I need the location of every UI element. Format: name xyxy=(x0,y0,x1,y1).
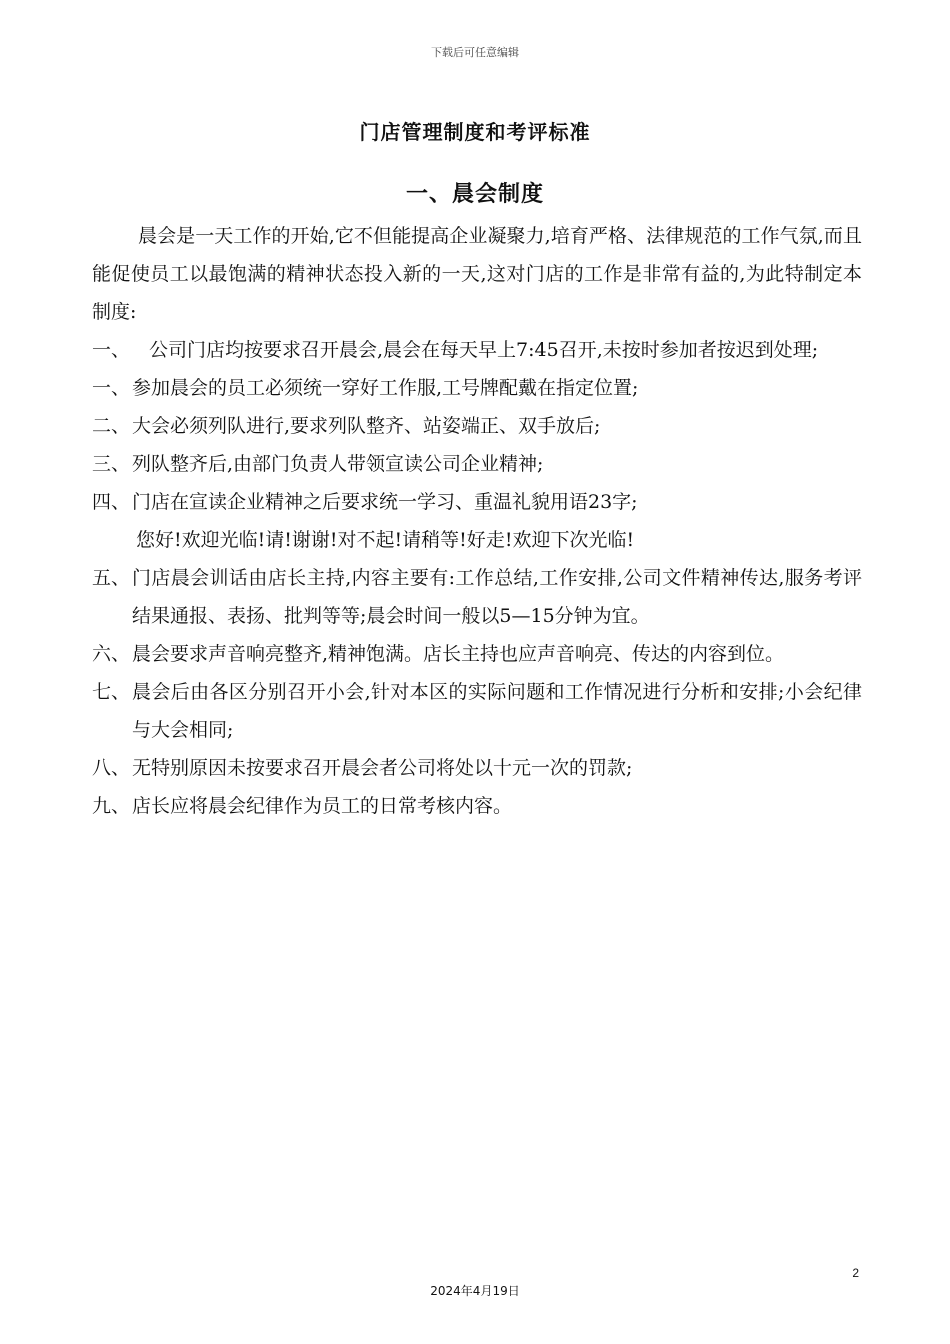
list-item xyxy=(92,787,862,825)
item-number: 二、 xyxy=(92,415,131,437)
list-item xyxy=(92,559,862,635)
list-item xyxy=(92,673,862,749)
item-text: 列队整齐后,由部门负责人带领宣读公司企业精神; xyxy=(132,453,544,475)
item-number: 七、 xyxy=(92,681,131,703)
item-text: 公司门店均按要求召开晨会,晨会在每天早上7:45召开,未按时参加者按迟到处理; xyxy=(149,339,819,361)
footer-date: 2024年4月19日 xyxy=(430,1284,520,1298)
header-note: 下载后可任意编辑 xyxy=(431,46,519,59)
document-body xyxy=(92,217,862,825)
item-number: 四、 xyxy=(92,491,131,513)
item-text: 晨会后由各区分别召开小会,针对本区的实际问题和工作情况进行分析和安排;小会纪律与大会相同; xyxy=(132,681,862,741)
section-title: 一、晨会制度 xyxy=(405,182,544,207)
item-number: 六、 xyxy=(92,643,131,665)
item-text: 店长应将晨会纪律作为员工的日常考核内容。 xyxy=(132,795,513,817)
list-item xyxy=(92,483,862,521)
item-text: 晨会要求声音响亮整齐,精神饱满。店长主持也应声音响亮、传达的内容到位。 xyxy=(132,643,785,665)
list-item xyxy=(92,635,862,673)
item-text: 参加晨会的员工必须统一穿好工作服,工号牌配戴在指定位置; xyxy=(132,377,639,399)
item-number: 一、 xyxy=(92,377,131,399)
polite-phrases: 您好!欢迎光临!请!谢谢!对不起!请稍等!好走!欢迎下次光临! xyxy=(136,529,635,551)
list-item xyxy=(92,407,862,445)
list-item xyxy=(92,331,862,369)
item-text: 门店晨会训话由店长主持,内容主要有:工作总结,工作安排,公司文件精神传达,服务考评结果通报、表扬、批判等等;晨会时间一般以5—15分钟为宜。 xyxy=(132,567,862,627)
item-number: 五、 xyxy=(92,567,131,589)
item-number: 三、 xyxy=(92,453,131,475)
intro-paragraph: 晨会是一天工作的开始,它不但能提高企业凝聚力,培育严格、法律规范的工作气氛,而且能促使员工以最饱满的精神状态投入新的一天,这对门店的工作是非常有益的,为此特制定本制度: xyxy=(92,225,862,323)
item-text: 门店在宣读企业精神之后要求统一学习、重温礼貌用语23字; xyxy=(132,491,638,513)
list-item xyxy=(92,369,862,407)
document-title: 门店管理制度和考评标准 xyxy=(359,120,591,144)
item-number: 八、 xyxy=(92,757,131,779)
item-text: 无特别原因未按要求召开晨会者公司将处以十元一次的罚款; xyxy=(132,757,633,779)
page-number: 2 xyxy=(852,1266,859,1280)
list-item xyxy=(92,749,862,787)
list-item xyxy=(92,445,862,483)
item-text: 大会必须列队进行,要求列队整齐、站姿端正、双手放后; xyxy=(132,415,601,437)
item-number: 一、 xyxy=(92,339,131,361)
item-number: 九、 xyxy=(92,795,131,817)
